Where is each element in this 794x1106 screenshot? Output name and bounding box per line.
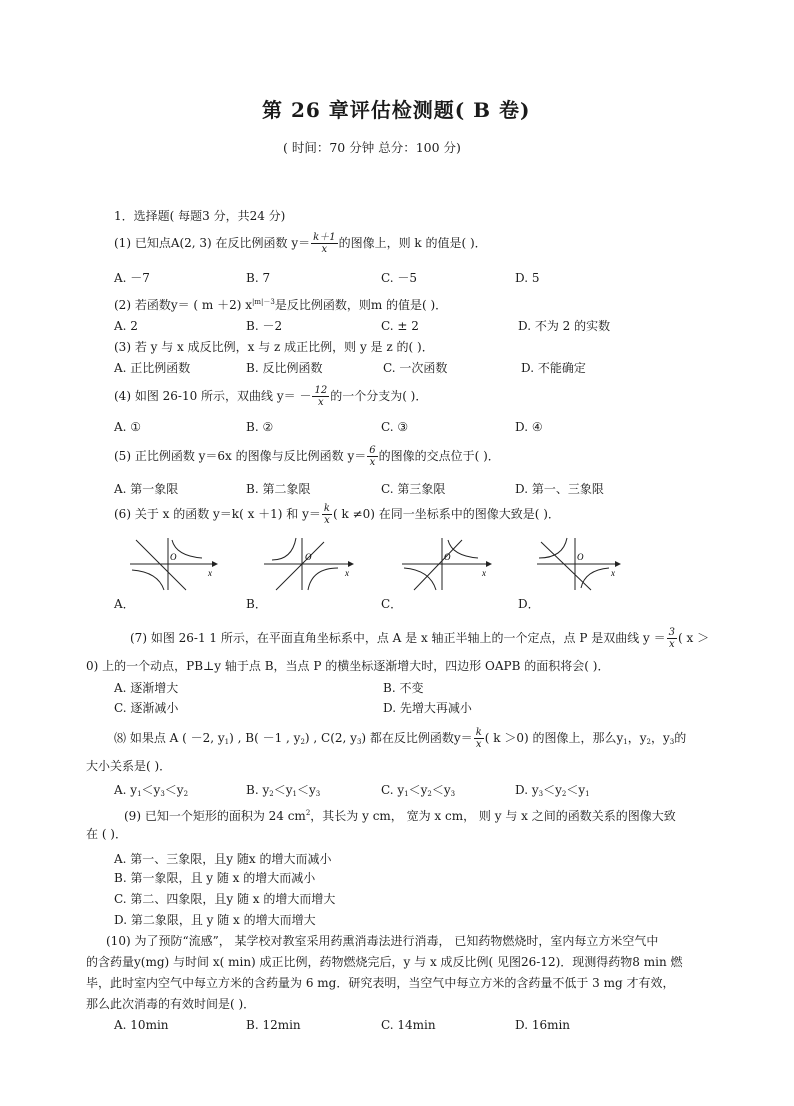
opt-text: ＜y <box>164 783 184 797</box>
numerator: 6 <box>369 445 376 456</box>
option-a[interactable] <box>114 782 188 802</box>
fraction <box>322 503 332 526</box>
subscript: 1 <box>404 790 409 798</box>
q8-text: 的 <box>674 731 687 745</box>
option-d[interactable]: D． <box>518 597 540 611</box>
option-a[interactable]: A. 10min <box>114 1018 169 1032</box>
option-b[interactable]: B. 第一象限，且 y 随 x 的增大而减小 <box>114 871 316 885</box>
opt-text: ＜y <box>543 783 562 797</box>
option-c[interactable]: C. 第二、四象限，且y 随 x 的增大而增大 <box>114 892 336 906</box>
question-2 <box>114 294 447 313</box>
q1-text: (1) 已知点A(2, 3) 在反比例函数 y＝ <box>114 236 311 250</box>
opt-text: ＜y <box>296 783 316 797</box>
option-a[interactable]: A. 第一、三象限，且y 随x 的增大而减小 <box>114 852 332 866</box>
opt-text: D. y <box>515 783 539 797</box>
x-axis-label: x <box>345 568 349 578</box>
option-a[interactable]: A. 正比例函数 <box>114 361 191 375</box>
question-7-cont: 0) 上的一个动点，PB⊥y 轴于点 B，当点 P 的横坐标逐渐增大时，四边形 OAPB 的面积将会( )． <box>86 659 610 673</box>
q1-text-end: 的图像上，则 k 的值是( )． <box>338 236 487 250</box>
opt-text: C. y <box>381 783 405 797</box>
option-d[interactable] <box>515 782 590 802</box>
question-3: (3) 若 y 与 x 成反比例，x 与 z 成正比例，则 y 是 z 的( )． <box>114 340 434 354</box>
q2-text: (2) 若函数y＝ ( m ＋2) x <box>114 298 252 312</box>
question-9 <box>124 805 676 824</box>
question-1 <box>114 232 487 255</box>
option-c[interactable]: C. 14min <box>381 1018 436 1032</box>
denominator: x <box>669 639 675 650</box>
numerator: k <box>323 503 330 514</box>
question-4 <box>114 385 427 408</box>
option-c[interactable]: C. ③ <box>381 420 409 434</box>
option-c[interactable]: C. －5 <box>381 271 418 285</box>
denominator: x <box>321 244 328 255</box>
q4-text-end: 的一个分支为( )． <box>330 389 428 403</box>
q4-text: (4) 如图 26-10 所示，双曲线 y＝ － <box>114 389 312 403</box>
page-title: 第 26 章评估检测题( B 卷) <box>262 98 531 122</box>
option-a[interactable]: A. －7 <box>114 271 150 285</box>
fraction <box>474 727 484 750</box>
subscript: 2 <box>269 790 274 798</box>
question-9-cont: 在 ( )． <box>86 827 127 841</box>
denominator: x <box>369 457 376 468</box>
subscript: 1 <box>585 790 590 798</box>
subscript: 2 <box>300 738 305 746</box>
option-c[interactable]: C. 逐渐减小 <box>114 701 179 715</box>
option-d[interactable]: D. ④ <box>515 420 543 434</box>
option-c[interactable]: C. 第三象限 <box>381 482 446 496</box>
option-d[interactable]: D. 5 <box>515 271 540 285</box>
opt-text: A. y <box>114 783 138 797</box>
option-c[interactable] <box>381 782 455 802</box>
question-6 <box>114 503 560 526</box>
option-b[interactable]: B. 反比例函数 <box>246 361 323 375</box>
opt-text: ＜y <box>566 783 586 797</box>
q6-text-end: ( k ≠0) 在同一坐标系中的图像大致是( )． <box>332 507 560 521</box>
option-b[interactable]: B． <box>246 597 267 611</box>
option-d[interactable]: D. 第一、三象限 <box>515 482 604 496</box>
subscript: 3 <box>538 790 544 798</box>
question-10-cont: 那么此次消毒的有效时间是( )． <box>86 997 256 1011</box>
q9-text: ，其长为 y cm， 宽为 x cm， 则 y 与 x 之间的函数关系的图像大致 <box>310 809 676 823</box>
option-c[interactable]: C. 一次函数 <box>383 361 448 375</box>
opt-text: ＜y <box>273 783 293 797</box>
option-b[interactable]: B. ② <box>246 420 274 434</box>
graph-c[interactable] <box>400 536 496 592</box>
option-b[interactable]: B. －2 <box>246 319 283 333</box>
subscript: 3 <box>669 738 675 746</box>
option-a[interactable]: A． <box>114 597 135 611</box>
denominator: x <box>318 397 324 408</box>
q8-text: ( k ＞0) 的图像上，那么y <box>484 731 624 745</box>
question-10-cont: 毕，此时室内空气中每立方米的含药量为 6 mg．研究表明，当空气中每立方米的含药量不低于 3 mg 才有效， <box>86 976 675 990</box>
option-c[interactable]: C. ± 2 <box>381 319 419 333</box>
graph-d[interactable] <box>535 536 625 592</box>
q8-text: ⑻ 如果点 A ( －2, y <box>114 731 225 745</box>
option-d[interactable]: D. 第二象限，且 y 随 x 的增大而增大 <box>114 913 316 927</box>
x-axis-label: x <box>611 568 615 578</box>
q8-text: ，y <box>650 731 670 745</box>
subscript: 3 <box>160 790 165 798</box>
option-b[interactable] <box>246 782 320 802</box>
q6-text: (6) 关于 x 的函数 y＝k( x ＋1) 和 y＝ <box>114 507 321 521</box>
subscript: 2 <box>646 738 651 746</box>
x-axis-label: x <box>482 568 486 578</box>
option-b[interactable]: B. 7 <box>246 271 271 285</box>
numerator: k＋1 <box>313 232 336 243</box>
subscript: 1 <box>224 738 230 746</box>
q2-text-end: 是反比例函数，则m 的值是( )． <box>274 298 448 312</box>
option-d[interactable]: D. 不能确定 <box>521 361 586 375</box>
q5-text: (5) 正比例函数 y＝6x 的图像与反比例函数 y＝ <box>114 449 367 463</box>
fraction <box>312 385 329 408</box>
option-a[interactable]: A. 2 <box>114 319 138 333</box>
fraction <box>667 627 677 650</box>
q8-text: ) , C(2, y <box>304 731 357 745</box>
option-d[interactable]: D. 先增大再减小 <box>383 701 472 715</box>
option-d[interactable]: D. 不为 2 的实数 <box>518 319 611 333</box>
x-axis-label: x <box>208 568 212 578</box>
graph-b[interactable] <box>262 536 358 592</box>
subscript: 1 <box>137 790 142 798</box>
opt-text: ＜y <box>408 783 428 797</box>
subscript: 1 <box>623 738 628 746</box>
option-b[interactable]: B. 12min <box>246 1018 301 1032</box>
option-a[interactable]: A. 逐渐增大 <box>114 681 179 695</box>
option-a[interactable]: A. 第一象限 <box>114 482 179 496</box>
q8-text: ) , B( －1 , y <box>229 731 301 745</box>
question-10-cont: 的含药量y(mg) 与时间 x( min) 成正比例，药物燃烧完后，y 与 x 成反比例( 见图26-12)．现测得药物8 min 燃 <box>86 955 683 969</box>
section-heading: 1．选择题( 每题3 分，共24 分) <box>114 209 286 223</box>
option-c[interactable]: C． <box>381 597 403 611</box>
question-8 <box>114 727 686 750</box>
q7-text: (7) 如图 26-1 1 所示，在平面直角坐标系中，点 A 是 x 轴正半轴上的一个定点，点 P 是双曲线 y ＝ <box>130 631 666 645</box>
subscript: 2 <box>427 790 432 798</box>
graph-a[interactable] <box>128 536 218 592</box>
opt-text: ＜y <box>431 783 451 797</box>
q5-text-end: 的图像的交点位于( )． <box>378 449 500 463</box>
fraction <box>367 445 377 468</box>
superscript: 2 <box>305 809 311 817</box>
opt-text: ＜y <box>141 783 161 797</box>
numerator: 3 <box>668 627 676 638</box>
exponent: |m|－3 <box>252 298 275 306</box>
denominator: x <box>324 515 330 526</box>
origin-label: O <box>305 552 312 562</box>
subscript: 3 <box>315 790 321 798</box>
option-b[interactable]: B. 第二象限 <box>246 482 311 496</box>
option-b[interactable]: B. 不变 <box>383 681 424 695</box>
q8-text: ，y <box>627 731 647 745</box>
subscript: 1 <box>292 790 297 798</box>
question-10: (10) 为了预防“流感”， 某学校对教室采用药熏消毒法进行消毒， 已知药物燃烧时，室内每立方米空气中 <box>106 934 659 948</box>
q9-text: (9) 已知一个矩形的面积为 24 cm <box>124 809 306 823</box>
origin-label: O <box>170 552 177 562</box>
q7-text-end: ( x ＞ <box>678 631 710 645</box>
fraction <box>311 232 337 255</box>
q8-text: ) 都在反比例函数y＝ <box>361 731 473 745</box>
question-8-cont: 大小关系是( )． <box>86 759 172 773</box>
question-5 <box>114 445 500 468</box>
option-d[interactable]: D. 16min <box>515 1018 571 1032</box>
subscript: 3 <box>450 790 456 798</box>
exam-info: ( 时间：70 分钟 总分：100 分) <box>283 140 461 155</box>
subscript: 2 <box>183 790 189 798</box>
subscript: 2 <box>561 790 567 798</box>
numerator: 12 <box>314 385 328 396</box>
option-a[interactable]: A. ① <box>114 420 142 434</box>
origin-label: O <box>577 552 584 562</box>
subscript: 3 <box>356 738 362 746</box>
opt-text: B. y <box>246 783 270 797</box>
origin-label: O <box>444 552 451 562</box>
numerator: k <box>475 727 482 738</box>
denominator: x <box>475 739 482 750</box>
question-7 <box>130 627 709 650</box>
